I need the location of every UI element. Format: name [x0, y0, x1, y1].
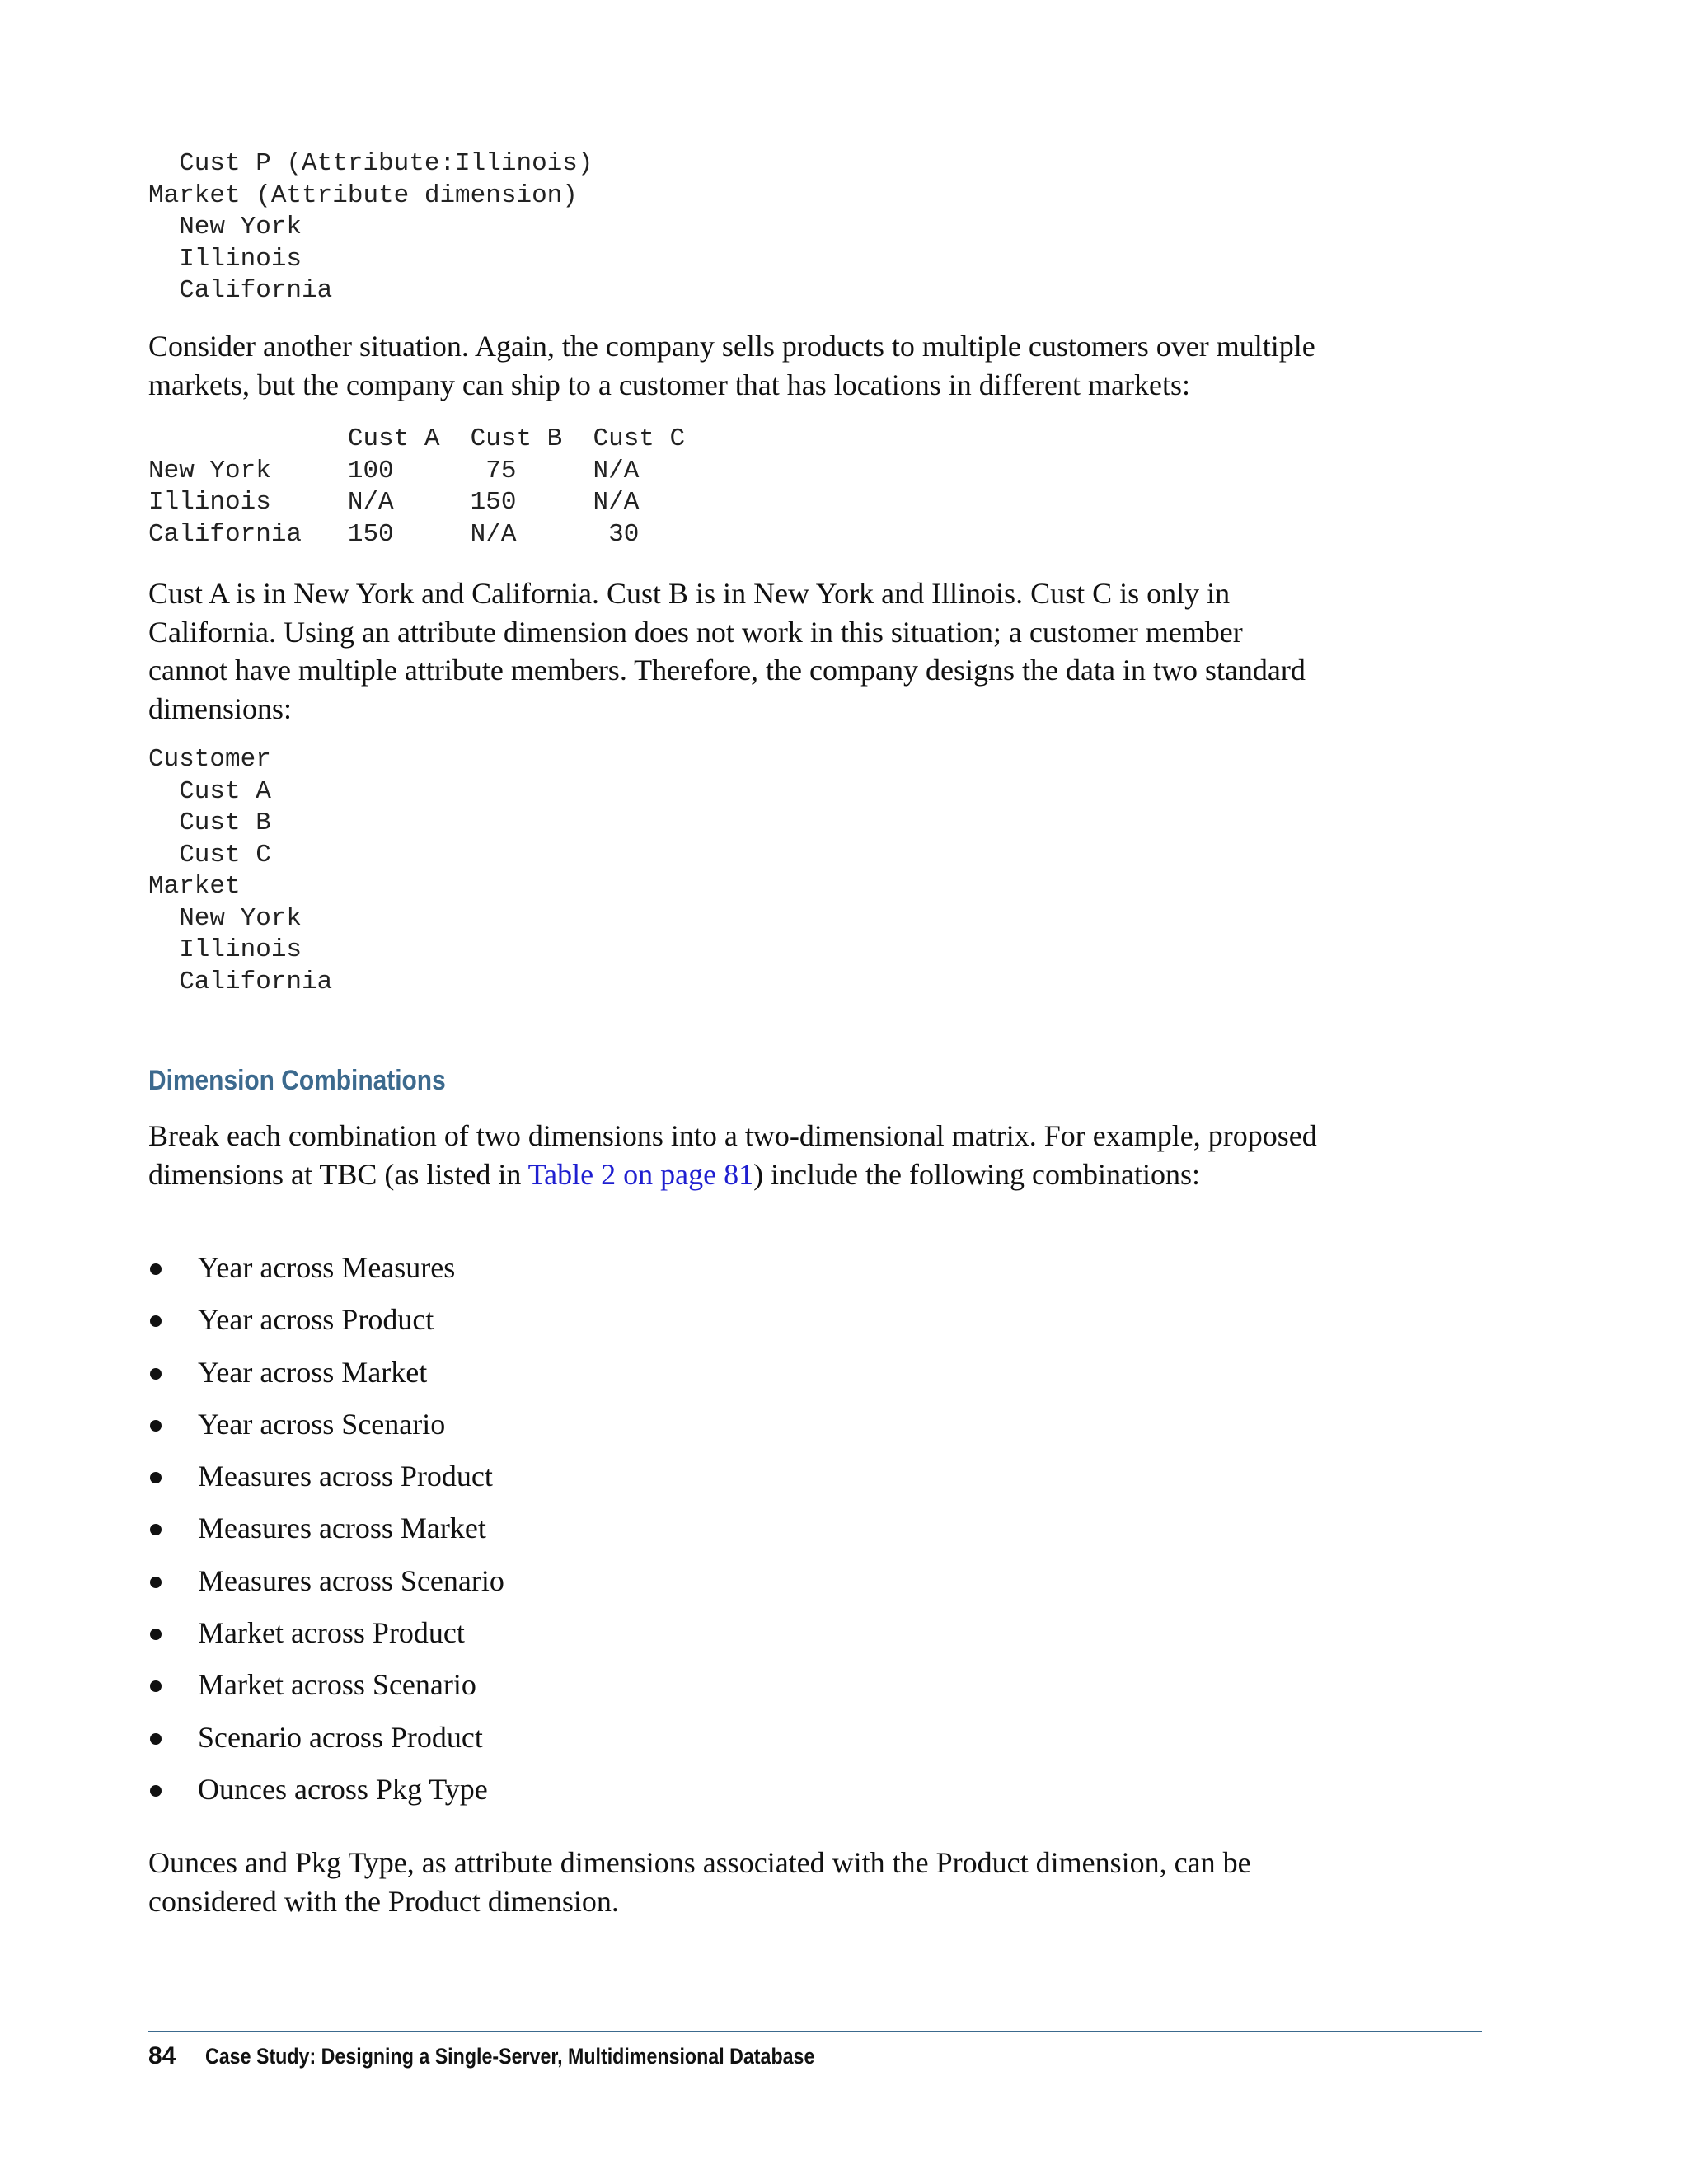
bullet-icon	[150, 1315, 162, 1327]
bullet-icon	[150, 1263, 162, 1275]
code-block-attribute-market	[148, 148, 593, 307]
code-block-standard-dimensions	[148, 744, 332, 998]
list-item	[148, 1405, 504, 1457]
table-row: New York 100 75 N/A	[148, 456, 640, 485]
list-item	[148, 1353, 504, 1405]
list-item	[148, 1562, 504, 1614]
table-row: Illinois N/A 150 N/A	[148, 488, 640, 517]
bullet-icon	[150, 1629, 162, 1640]
paragraph-text: Break each combination of two dimensions into a two-dimensional matrix. For example, proposed dimensions at TBC (as listed in	[148, 1119, 1317, 1191]
code-line: Market (Attribute dimension)	[148, 180, 578, 210]
footer-divider	[148, 2031, 1482, 2032]
page-footer	[148, 2042, 914, 2070]
list-item-text: Year across Product	[198, 1303, 434, 1337]
code-line: Illinois	[148, 935, 302, 964]
list-item-text: Year across Measures	[198, 1251, 456, 1284]
table-row: California 150 N/A 30	[148, 519, 640, 549]
bullet-icon	[150, 1420, 162, 1432]
code-line: Cust B	[148, 808, 271, 837]
list-item	[148, 1666, 504, 1718]
code-line: Market	[148, 872, 241, 901]
code-line: Illinois	[148, 244, 302, 274]
list-item-text: Year across Scenario	[198, 1407, 446, 1441]
list-item-text: Scenario across Product	[198, 1720, 483, 1754]
bullet-icon	[150, 1368, 162, 1380]
page-number: 84	[148, 2042, 176, 2069]
paragraph-another-situation: Consider another situation. Again, the company sells products to multiple customers over multiple markets, but the company can ship to a customer that has locations in different markets:	[148, 330, 1315, 401]
list-item-text: Measures across Scenario	[198, 1563, 504, 1597]
footer-title: Case Study: Designing a Single-Server, Multidimensional Database	[205, 2044, 815, 2069]
code-line: Cust C	[148, 840, 271, 869]
list-item	[148, 1301, 504, 1352]
list-item-text: Market across Scenario	[198, 1668, 476, 1702]
list-item	[148, 1614, 504, 1666]
list-item-text: Year across Market	[198, 1355, 428, 1389]
list-item-text: Ounces across Pkg Type	[198, 1772, 488, 1806]
paragraph-ounces-pkg-type: Ounces and Pkg Type, as attribute dimensions associated with the Product dimension, can be considered with the Product dimension.	[148, 1846, 1251, 1918]
code-line: California	[148, 967, 333, 996]
list-item	[148, 1770, 504, 1822]
bullet-icon	[150, 1577, 162, 1588]
paragraph-text: ) include the following combinations:	[753, 1157, 1200, 1191]
code-line: California	[148, 276, 333, 305]
combination-list	[148, 1249, 504, 1822]
table-reference-link[interactable]: Table 2 on page 81	[528, 1157, 754, 1191]
list-item	[148, 1457, 504, 1509]
list-item	[148, 1718, 504, 1770]
list-item	[148, 1249, 504, 1301]
code-line: New York	[148, 903, 302, 933]
bullet-icon	[150, 1472, 162, 1483]
list-item	[148, 1509, 504, 1561]
list-item-text: Market across Product	[198, 1616, 465, 1650]
code-line: Customer	[148, 745, 271, 774]
customer-market-table	[148, 424, 685, 551]
bullet-icon	[150, 1680, 162, 1692]
list-item-text: Measures across Market	[198, 1511, 486, 1545]
code-line: New York	[148, 213, 302, 241]
paragraph-customer-locations: Cust A is in New York and California. Cust B is in New York and Illinois. Cust C is only in California. Using an attribute dimension does not work in this situation; a customer member cannot have multiple attribute members. Therefore, the company designs the data in two standard dimensions:	[148, 577, 1306, 725]
list-item-text: Measures across Product	[198, 1460, 493, 1493]
bullet-icon	[150, 1733, 162, 1745]
code-line: Cust P (Attribute:Illinois)	[148, 149, 593, 178]
bullet-icon	[150, 1524, 162, 1535]
bullet-icon	[150, 1785, 162, 1797]
section-heading: Dimension Combinations	[148, 1065, 446, 1096]
code-line: Cust A	[148, 776, 271, 806]
paragraph-dimension-combinations	[148, 1117, 1319, 1193]
table-header: Cust A Cust B Cust C	[148, 424, 686, 453]
